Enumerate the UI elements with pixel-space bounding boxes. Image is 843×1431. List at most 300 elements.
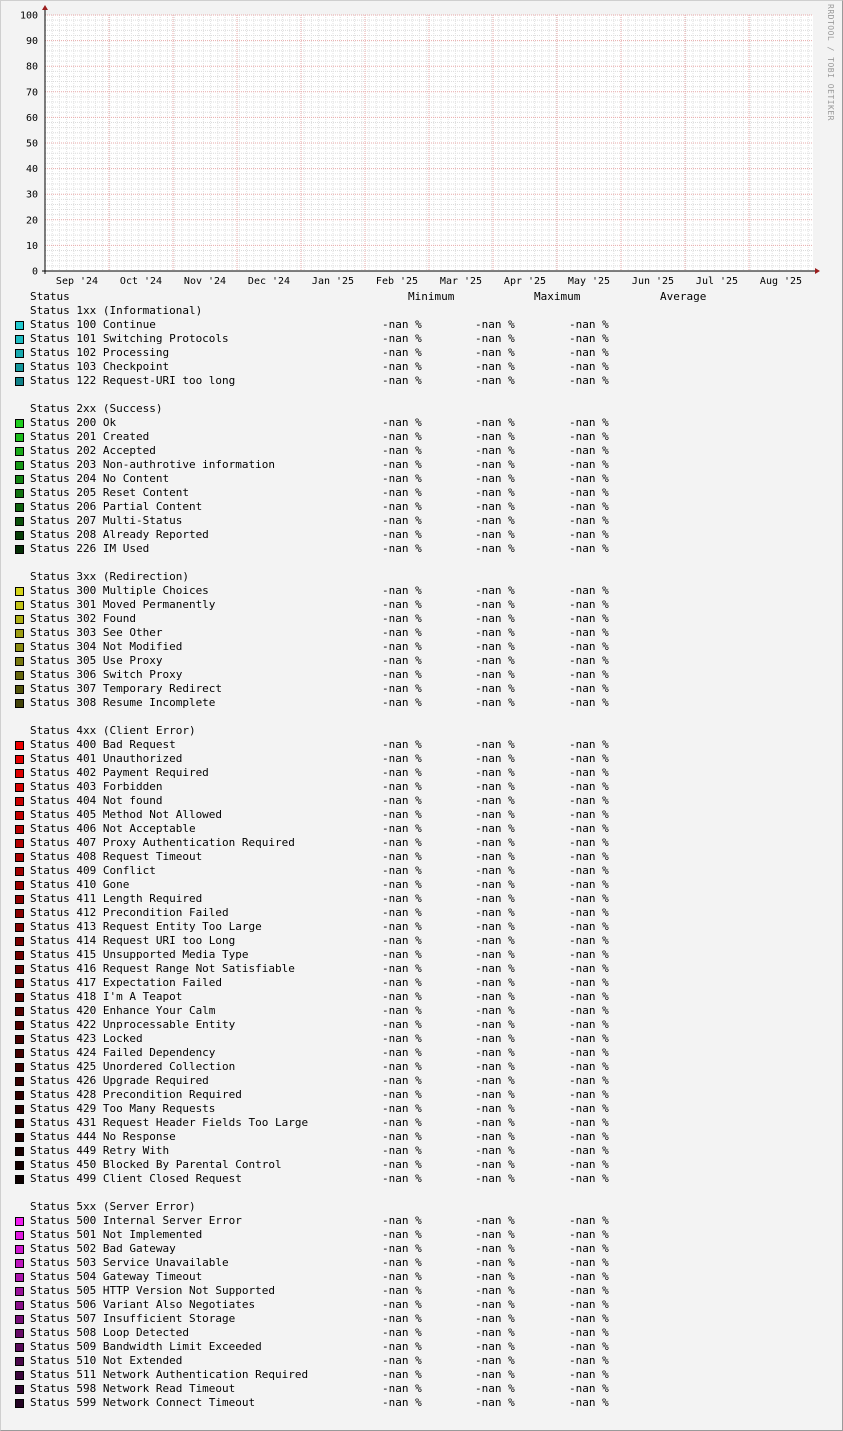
legend-min-value: -nan % bbox=[382, 780, 422, 793]
legend-max-value: -nan % bbox=[475, 696, 515, 709]
legend-avg-value: -nan % bbox=[569, 514, 609, 527]
x-tick-label: Sep '24 bbox=[55, 276, 99, 287]
legend-row bbox=[0, 612, 843, 626]
legend-swatch bbox=[15, 447, 24, 456]
legend-label: Status 598 Network Read Timeout bbox=[30, 1382, 236, 1395]
legend-row bbox=[0, 486, 843, 500]
legend-row bbox=[0, 332, 843, 346]
legend-swatch bbox=[15, 531, 24, 540]
legend-swatch bbox=[15, 979, 24, 988]
legend-row bbox=[0, 1242, 843, 1256]
legend-row bbox=[0, 598, 843, 612]
legend-min-value: -nan % bbox=[382, 500, 422, 513]
legend-avg-value: -nan % bbox=[569, 1018, 609, 1031]
legend-swatch bbox=[15, 1091, 24, 1100]
legend-swatch bbox=[15, 1049, 24, 1058]
legend-swatch bbox=[15, 587, 24, 596]
legend-min-value: -nan % bbox=[382, 1158, 422, 1171]
legend-label: Status 511 Network Authentication Required bbox=[30, 1368, 309, 1381]
legend-max-value: -nan % bbox=[475, 1326, 515, 1339]
legend-swatch bbox=[15, 909, 24, 918]
legend-swatch bbox=[15, 335, 24, 344]
legend-swatch bbox=[15, 1147, 24, 1156]
legend-max-value: -nan % bbox=[475, 1116, 515, 1129]
legend-min-value: -nan % bbox=[382, 1228, 422, 1241]
legend-max-value: -nan % bbox=[475, 1340, 515, 1353]
legend-swatch bbox=[15, 1329, 24, 1338]
legend-label: Status 407 Proxy Authentication Required bbox=[30, 836, 295, 849]
legend-min-value: -nan % bbox=[382, 906, 422, 919]
legend-swatch bbox=[15, 1119, 24, 1128]
legend-swatch bbox=[15, 461, 24, 470]
legend-max-value: -nan % bbox=[475, 332, 515, 345]
legend-avg-value: -nan % bbox=[569, 444, 609, 457]
legend-swatch bbox=[15, 503, 24, 512]
legend-swatch bbox=[15, 419, 24, 428]
legend-swatch bbox=[15, 377, 24, 386]
legend-avg-value: -nan % bbox=[569, 780, 609, 793]
legend-min-value: -nan % bbox=[382, 598, 422, 611]
legend-row bbox=[0, 416, 843, 430]
legend-swatch bbox=[15, 1007, 24, 1016]
legend-label: Status 426 Upgrade Required bbox=[30, 1074, 209, 1087]
legend-avg-value: -nan % bbox=[569, 920, 609, 933]
legend-min-value: -nan % bbox=[382, 668, 422, 681]
legend-label: Status 505 HTTP Version Not Supported bbox=[30, 1284, 276, 1297]
legend-label: Status 100 Continue bbox=[30, 318, 156, 331]
y-tick-label: 40 bbox=[25, 164, 38, 176]
legend-max-value: -nan % bbox=[475, 472, 515, 485]
legend-avg-value: -nan % bbox=[569, 1256, 609, 1269]
legend-max-value: -nan % bbox=[475, 1060, 515, 1073]
legend-row bbox=[0, 1354, 843, 1368]
legend-label: Status 509 Bandwidth Limit Exceeded bbox=[30, 1340, 262, 1353]
legend-max-value: -nan % bbox=[475, 360, 515, 373]
legend-avg-value: -nan % bbox=[569, 542, 609, 555]
legend-group-name: Status 3xx (Redirection) bbox=[30, 570, 189, 583]
legend-max-value: -nan % bbox=[475, 808, 515, 821]
legend-swatch bbox=[15, 1063, 24, 1072]
legend-swatch bbox=[15, 629, 24, 638]
legend-max-value: -nan % bbox=[475, 1256, 515, 1269]
legend-label: Status 304 Not Modified bbox=[30, 640, 183, 653]
legend-swatch bbox=[15, 671, 24, 680]
legend-min-value: -nan % bbox=[382, 514, 422, 527]
legend-swatch bbox=[15, 489, 24, 498]
legend-avg-value: -nan % bbox=[569, 976, 609, 989]
legend-avg-value: -nan % bbox=[569, 906, 609, 919]
legend-label: Status 208 Already Reported bbox=[30, 528, 209, 541]
legend-max-value: -nan % bbox=[475, 906, 515, 919]
legend-row bbox=[0, 906, 843, 920]
legend-row bbox=[0, 976, 843, 990]
legend-min-value: -nan % bbox=[382, 1396, 422, 1409]
legend-row bbox=[0, 1130, 843, 1144]
legend-label: Status 410 Gone bbox=[30, 878, 130, 891]
legend-swatch bbox=[15, 1399, 24, 1408]
legend-swatch bbox=[15, 615, 24, 624]
legend-label: Status 420 Enhance Your Calm bbox=[30, 1004, 216, 1017]
legend-min-value: -nan % bbox=[382, 1032, 422, 1045]
legend-row bbox=[0, 738, 843, 752]
legend-row bbox=[0, 934, 843, 948]
legend-swatch bbox=[15, 811, 24, 820]
legend-min-value: -nan % bbox=[382, 584, 422, 597]
legend-avg-value: -nan % bbox=[569, 1060, 609, 1073]
legend-max-value: -nan % bbox=[475, 990, 515, 1003]
legend-row bbox=[0, 836, 843, 850]
legend-min-value: -nan % bbox=[382, 416, 422, 429]
legend-min-value: -nan % bbox=[382, 990, 422, 1003]
legend-label: Status 504 Gateway Timeout bbox=[30, 1270, 203, 1283]
legend-label: Status 450 Blocked By Parental Control bbox=[30, 1158, 282, 1171]
legend-label: Status 599 Network Connect Timeout bbox=[30, 1396, 256, 1409]
legend-row bbox=[0, 430, 843, 444]
legend-avg-value: -nan % bbox=[569, 598, 609, 611]
legend-max-value: -nan % bbox=[475, 1172, 515, 1185]
legend-max-value: -nan % bbox=[475, 1242, 515, 1255]
legend-max-value: -nan % bbox=[475, 346, 515, 359]
legend-min-value: -nan % bbox=[382, 1382, 422, 1395]
legend-group-title bbox=[0, 724, 843, 738]
legend-row bbox=[0, 1046, 843, 1060]
legend-min-value: -nan % bbox=[382, 528, 422, 541]
legend-min-value: -nan % bbox=[382, 444, 422, 457]
legend-row bbox=[0, 850, 843, 864]
legend-avg-value: -nan % bbox=[569, 1396, 609, 1409]
legend-group-title bbox=[0, 1200, 843, 1214]
legend-swatch bbox=[15, 867, 24, 876]
legend-avg-value: -nan % bbox=[569, 584, 609, 597]
legend-min-value: -nan % bbox=[382, 1130, 422, 1143]
legend-row bbox=[0, 1284, 843, 1298]
legend-min-value: -nan % bbox=[382, 1018, 422, 1031]
legend-avg-value: -nan % bbox=[569, 1298, 609, 1311]
legend-max-value: -nan % bbox=[475, 864, 515, 877]
legend-avg-value: -nan % bbox=[569, 1214, 609, 1227]
legend-row bbox=[0, 1396, 843, 1410]
legend-min-value: -nan % bbox=[382, 1326, 422, 1339]
legend-avg-value: -nan % bbox=[569, 654, 609, 667]
legend-max-value: -nan % bbox=[475, 976, 515, 989]
legend-avg-value: -nan % bbox=[569, 682, 609, 695]
y-tick-label: 50 bbox=[25, 138, 38, 150]
legend-label: Status 207 Multi-Status bbox=[30, 514, 183, 527]
legend-label: Status 204 No Content bbox=[30, 472, 170, 485]
legend-min-value: -nan % bbox=[382, 542, 422, 555]
legend-row bbox=[0, 1088, 843, 1102]
x-tick-label: Feb '25 bbox=[375, 276, 419, 287]
legend-min-value: -nan % bbox=[382, 1144, 422, 1157]
legend-max-value: -nan % bbox=[475, 458, 515, 471]
legend-row bbox=[0, 962, 843, 976]
legend-row bbox=[0, 1074, 843, 1088]
legend-avg-value: -nan % bbox=[569, 374, 609, 387]
legend-swatch bbox=[15, 923, 24, 932]
legend-label: Status 449 Retry With bbox=[30, 1144, 170, 1157]
legend-label: Status 423 Locked bbox=[30, 1032, 143, 1045]
legend-min-value: -nan % bbox=[382, 1116, 422, 1129]
legend-swatch bbox=[15, 545, 24, 554]
legend-label: Status 508 Loop Detected bbox=[30, 1326, 189, 1339]
legend-label: Status 303 See Other bbox=[30, 626, 163, 639]
legend-label: Status 122 Request-URI too long bbox=[30, 374, 236, 387]
legend-label: Status 416 Request Range Not Satisfiable bbox=[30, 962, 295, 975]
legend-label: Status 406 Not Acceptable bbox=[30, 822, 196, 835]
legend-avg-value: -nan % bbox=[569, 1382, 609, 1395]
legend-max-value: -nan % bbox=[475, 1158, 515, 1171]
legend-min-value: -nan % bbox=[382, 864, 422, 877]
x-axis-arrow bbox=[815, 268, 820, 274]
legend-avg-value: -nan % bbox=[569, 472, 609, 485]
legend-row bbox=[0, 1326, 843, 1340]
legend-max-value: -nan % bbox=[475, 1382, 515, 1395]
legend-swatch bbox=[15, 797, 24, 806]
legend-min-value: -nan % bbox=[382, 962, 422, 975]
legend-header-cell: Minimum bbox=[408, 290, 455, 303]
legend-min-value: -nan % bbox=[382, 696, 422, 709]
legend-label: Status 409 Conflict bbox=[30, 864, 156, 877]
legend-avg-value: -nan % bbox=[569, 1312, 609, 1325]
legend-header-cell: Maximum bbox=[534, 290, 581, 303]
legend-swatch bbox=[15, 839, 24, 848]
legend-min-value: -nan % bbox=[382, 1172, 422, 1185]
legend-header-cell: Average bbox=[660, 290, 707, 303]
legend-max-value: -nan % bbox=[475, 962, 515, 975]
legend-max-value: -nan % bbox=[475, 626, 515, 639]
legend-max-value: -nan % bbox=[475, 780, 515, 793]
legend-row bbox=[0, 766, 843, 780]
legend-label: Status 203 Non-authrotive information bbox=[30, 458, 276, 471]
legend-row bbox=[0, 1312, 843, 1326]
legend-row bbox=[0, 1116, 843, 1130]
legend-min-value: -nan % bbox=[382, 612, 422, 625]
legend-avg-value: -nan % bbox=[569, 668, 609, 681]
legend-row bbox=[0, 1214, 843, 1228]
legend-max-value: -nan % bbox=[475, 878, 515, 891]
legend-max-value: -nan % bbox=[475, 1144, 515, 1157]
legend-row bbox=[0, 584, 843, 598]
legend-swatch bbox=[15, 1259, 24, 1268]
legend-max-value: -nan % bbox=[475, 668, 515, 681]
legend-label: Status 305 Use Proxy bbox=[30, 654, 163, 667]
legend-avg-value: -nan % bbox=[569, 808, 609, 821]
legend-spacer bbox=[0, 710, 843, 724]
legend-avg-value: -nan % bbox=[569, 1242, 609, 1255]
legend-label: Status 402 Payment Required bbox=[30, 766, 209, 779]
legend-row bbox=[0, 472, 843, 486]
legend-swatch bbox=[15, 363, 24, 372]
legend-max-value: -nan % bbox=[475, 1396, 515, 1409]
legend-swatch bbox=[15, 1371, 24, 1380]
chart-area bbox=[0, 0, 843, 290]
x-tick-label: Mar '25 bbox=[439, 276, 483, 287]
legend-max-value: -nan % bbox=[475, 794, 515, 807]
legend-label: Status 200 Ok bbox=[30, 416, 117, 429]
legend-avg-value: -nan % bbox=[569, 1158, 609, 1171]
legend-row bbox=[0, 780, 843, 794]
legend-max-value: -nan % bbox=[475, 1270, 515, 1283]
legend-swatch bbox=[15, 1343, 24, 1352]
legend-label: Status 306 Switch Proxy bbox=[30, 668, 183, 681]
legend-label: Status 425 Unordered Collection bbox=[30, 1060, 236, 1073]
legend-group-title bbox=[0, 402, 843, 416]
legend-swatch bbox=[15, 1315, 24, 1324]
legend-avg-value: -nan % bbox=[569, 1340, 609, 1353]
legend-row bbox=[0, 360, 843, 374]
legend-label: Status 501 Not Implemented bbox=[30, 1228, 203, 1241]
legend-label: Status 408 Request Timeout bbox=[30, 850, 203, 863]
legend-max-value: -nan % bbox=[475, 444, 515, 457]
legend-avg-value: -nan % bbox=[569, 1046, 609, 1059]
legend-min-value: -nan % bbox=[382, 1102, 422, 1115]
legend-label: Status 103 Checkpoint bbox=[30, 360, 170, 373]
legend-avg-value: -nan % bbox=[569, 626, 609, 639]
legend-group-name: Status 1xx (Informational) bbox=[30, 304, 203, 317]
legend-avg-value: -nan % bbox=[569, 962, 609, 975]
legend-header bbox=[0, 290, 843, 304]
legend-avg-value: -nan % bbox=[569, 1032, 609, 1045]
legend-swatch bbox=[15, 1301, 24, 1310]
legend-swatch bbox=[15, 643, 24, 652]
legend-min-value: -nan % bbox=[382, 892, 422, 905]
legend-avg-value: -nan % bbox=[569, 1284, 609, 1297]
legend-avg-value: -nan % bbox=[569, 332, 609, 345]
legend-row bbox=[0, 794, 843, 808]
legend-avg-value: -nan % bbox=[569, 1228, 609, 1241]
legend-label: Status 400 Bad Request bbox=[30, 738, 176, 751]
legend-min-value: -nan % bbox=[382, 878, 422, 891]
legend-label: Status 401 Unauthorized bbox=[30, 752, 183, 765]
legend-min-value: -nan % bbox=[382, 1046, 422, 1059]
legend-max-value: -nan % bbox=[475, 738, 515, 751]
legend-max-value: -nan % bbox=[475, 430, 515, 443]
legend-spacer bbox=[0, 556, 843, 570]
x-tick-label: May '25 bbox=[567, 276, 611, 287]
legend-spacer bbox=[0, 388, 843, 402]
legend-label: Status 412 Precondition Failed bbox=[30, 906, 229, 919]
legend-label: Status 414 Request URI too Long bbox=[30, 934, 236, 947]
legend-row bbox=[0, 822, 843, 836]
legend-min-value: -nan % bbox=[382, 1312, 422, 1325]
legend-label: Status 499 Client Closed Request bbox=[30, 1172, 242, 1185]
legend-min-value: -nan % bbox=[382, 640, 422, 653]
legend-row bbox=[0, 864, 843, 878]
legend-row bbox=[0, 1144, 843, 1158]
legend-max-value: -nan % bbox=[475, 318, 515, 331]
legend-group-title bbox=[0, 304, 843, 318]
legend-avg-value: -nan % bbox=[569, 794, 609, 807]
legend-swatch bbox=[15, 881, 24, 890]
legend-avg-value: -nan % bbox=[569, 360, 609, 373]
legend-swatch bbox=[15, 321, 24, 330]
legend-avg-value: -nan % bbox=[569, 430, 609, 443]
legend-label: Status 506 Variant Also Negotiates bbox=[30, 1298, 256, 1311]
legend-swatch bbox=[15, 937, 24, 946]
legend-min-value: -nan % bbox=[382, 654, 422, 667]
legend-avg-value: -nan % bbox=[569, 1102, 609, 1115]
legend-swatch bbox=[15, 895, 24, 904]
legend-min-value: -nan % bbox=[382, 360, 422, 373]
legend-label: Status 413 Request Entity Too Large bbox=[30, 920, 262, 933]
legend-max-value: -nan % bbox=[475, 682, 515, 695]
legend-label: Status 503 Service Unavailable bbox=[30, 1256, 229, 1269]
legend-min-value: -nan % bbox=[382, 808, 422, 821]
legend-swatch bbox=[15, 1385, 24, 1394]
legend-swatch bbox=[15, 1231, 24, 1240]
legend-max-value: -nan % bbox=[475, 1130, 515, 1143]
legend-avg-value: -nan % bbox=[569, 836, 609, 849]
legend-swatch bbox=[15, 349, 24, 358]
legend-avg-value: -nan % bbox=[569, 486, 609, 499]
legend-swatch bbox=[15, 1133, 24, 1142]
legend-label: Status 226 IM Used bbox=[30, 542, 150, 555]
legend-row bbox=[0, 1032, 843, 1046]
legend-max-value: -nan % bbox=[475, 542, 515, 555]
legend-max-value: -nan % bbox=[475, 836, 515, 849]
legend-max-value: -nan % bbox=[475, 1298, 515, 1311]
legend-label: Status 428 Precondition Required bbox=[30, 1088, 242, 1101]
legend-row bbox=[0, 626, 843, 640]
legend-max-value: -nan % bbox=[475, 654, 515, 667]
legend-max-value: -nan % bbox=[475, 1102, 515, 1115]
legend-avg-value: -nan % bbox=[569, 1270, 609, 1283]
legend-row bbox=[0, 1298, 843, 1312]
legend-swatch bbox=[15, 951, 24, 960]
x-tick-label: Jun '25 bbox=[631, 276, 675, 287]
x-tick-label: Apr '25 bbox=[503, 276, 547, 287]
legend-swatch bbox=[15, 699, 24, 708]
legend-label: Status 510 Not Extended bbox=[30, 1354, 183, 1367]
legend-min-value: -nan % bbox=[382, 1354, 422, 1367]
legend-swatch bbox=[15, 965, 24, 974]
legend-max-value: -nan % bbox=[475, 584, 515, 597]
legend-group-title bbox=[0, 570, 843, 584]
legend-label: Status 307 Temporary Redirect bbox=[30, 682, 223, 695]
legend-label: Status 431 Request Header Fields Too Large bbox=[30, 1116, 309, 1129]
legend-row bbox=[0, 878, 843, 892]
legend-swatch bbox=[15, 685, 24, 694]
legend-swatch bbox=[15, 1175, 24, 1184]
legend-max-value: -nan % bbox=[475, 1228, 515, 1241]
x-tick-label: Dec '24 bbox=[247, 276, 291, 287]
legend-avg-value: -nan % bbox=[569, 1144, 609, 1157]
legend-swatch bbox=[15, 475, 24, 484]
legend-label: Status 101 Switching Protocols bbox=[30, 332, 229, 345]
y-tick-label: 80 bbox=[25, 61, 38, 73]
legend-swatch bbox=[15, 1287, 24, 1296]
legend-avg-value: -nan % bbox=[569, 528, 609, 541]
legend-row bbox=[0, 1340, 843, 1354]
legend-max-value: -nan % bbox=[475, 892, 515, 905]
legend-min-value: -nan % bbox=[382, 948, 422, 961]
legend-max-value: -nan % bbox=[475, 1032, 515, 1045]
legend-row bbox=[0, 892, 843, 906]
y-tick-label: 10 bbox=[25, 240, 38, 252]
legend-label: Status 507 Insufficient Storage bbox=[30, 1312, 236, 1325]
legend-label: Status 444 No Response bbox=[30, 1130, 176, 1143]
legend-min-value: -nan % bbox=[382, 430, 422, 443]
legend-max-value: -nan % bbox=[475, 1018, 515, 1031]
legend-min-value: -nan % bbox=[382, 1270, 422, 1283]
legend-max-value: -nan % bbox=[475, 1074, 515, 1087]
legend-swatch bbox=[15, 517, 24, 526]
legend-swatch bbox=[15, 601, 24, 610]
legend-swatch bbox=[15, 769, 24, 778]
legend-max-value: -nan % bbox=[475, 1312, 515, 1325]
legend-avg-value: -nan % bbox=[569, 892, 609, 905]
legend-label: Status 403 Forbidden bbox=[30, 780, 163, 793]
